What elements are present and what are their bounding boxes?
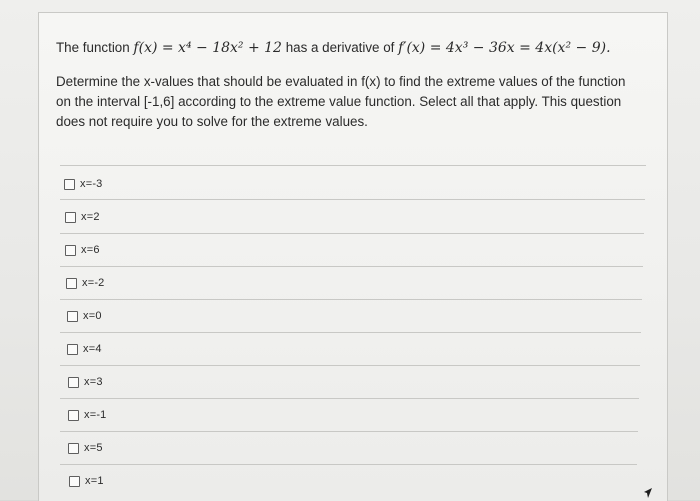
- option-divider: [60, 365, 640, 366]
- question-statement: [56, 38, 646, 58]
- option-checkbox[interactable]: [67, 311, 78, 322]
- option-divider: [60, 332, 641, 333]
- option-divider: [60, 165, 646, 166]
- option-checkbox[interactable]: [64, 179, 75, 190]
- option-divider: [60, 398, 639, 399]
- question-instructions: [56, 72, 646, 132]
- answer-option[interactable]: [67, 341, 102, 357]
- mouse-pointer-icon: [643, 487, 653, 499]
- instructions-line: Determine the x-values that should be evaluated in f(x) to find the extreme values of the function: [56, 74, 626, 89]
- option-checkbox[interactable]: [68, 410, 79, 421]
- option-checkbox[interactable]: [69, 476, 80, 487]
- answer-option[interactable]: [66, 275, 105, 291]
- option-label: x=5: [84, 442, 103, 454]
- option-label: x=0: [83, 310, 102, 322]
- answer-option[interactable]: [68, 440, 103, 456]
- answer-option[interactable]: [67, 308, 102, 324]
- option-label: x=-3: [80, 178, 103, 190]
- option-divider: [60, 266, 643, 267]
- option-label: x=4: [83, 343, 102, 355]
- option-checkbox[interactable]: [68, 443, 79, 454]
- option-divider: [60, 199, 645, 200]
- answer-option[interactable]: [65, 242, 100, 258]
- option-checkbox[interactable]: [68, 377, 79, 388]
- option-divider: [60, 233, 644, 234]
- option-label: x=-1: [84, 409, 107, 421]
- option-label: x=1: [85, 475, 104, 487]
- option-label: x=-2: [82, 277, 105, 289]
- question-prefix: The function: [56, 40, 134, 55]
- derivative-expression: f′(x) = 4x³ − 36x = 4x(x² − 9).: [398, 40, 611, 56]
- option-label: x=6: [81, 244, 100, 256]
- instructions-line: on the interval [-1,6] according to the extreme value function. Select all that apply. This question: [56, 94, 622, 109]
- answer-option[interactable]: [64, 176, 103, 192]
- answer-option[interactable]: [68, 374, 103, 390]
- option-label: x=2: [81, 211, 100, 223]
- answer-option[interactable]: [65, 209, 100, 225]
- answer-option[interactable]: [69, 473, 104, 489]
- option-checkbox[interactable]: [65, 245, 76, 256]
- answer-option[interactable]: [68, 407, 107, 423]
- option-divider: [60, 464, 637, 465]
- instructions-line: does not require you to solve for the extreme values.: [56, 114, 368, 129]
- option-label: x=3: [84, 376, 103, 388]
- function-expression: f(x) = x⁴ − 18x² + 12: [133, 40, 282, 56]
- option-checkbox[interactable]: [67, 344, 78, 355]
- option-checkbox[interactable]: [65, 212, 76, 223]
- question-middle: has a derivative of: [281, 40, 399, 55]
- option-checkbox[interactable]: [66, 278, 77, 289]
- option-divider: [60, 299, 642, 300]
- question-text: [56, 38, 646, 132]
- option-divider: [60, 431, 638, 432]
